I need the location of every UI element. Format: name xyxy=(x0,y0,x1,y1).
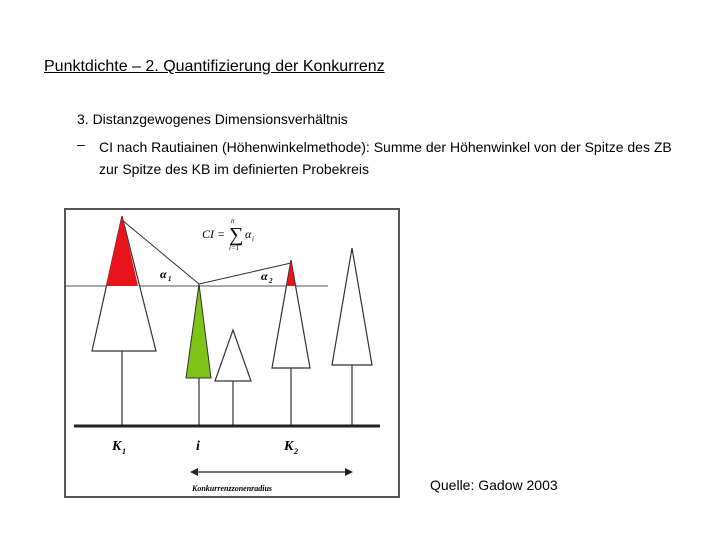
alpha1-sub: 1 xyxy=(168,275,172,283)
formula-sigma: ∑ xyxy=(229,224,244,246)
alpha2-sub: 2 xyxy=(269,277,273,285)
target-label: i xyxy=(196,439,200,454)
formula-lower: i=1 xyxy=(229,244,240,252)
k2-sub: 2 xyxy=(294,447,298,456)
formula-upper: n xyxy=(231,217,235,225)
section-heading: 3. Distanzgewogenes Dimensionsverhältnis xyxy=(77,111,348,127)
slide-title: Punktdichte – 2. Quantifizierung der Konkurrenz xyxy=(44,58,385,75)
formula-term: α xyxy=(245,227,252,241)
k2-label: K xyxy=(284,439,294,454)
source-citation: Quelle: Gadow 2003 xyxy=(430,477,558,493)
competition-index-figure xyxy=(64,208,400,498)
radius-label: Konkurrenzzonenradius xyxy=(192,484,273,493)
k1-sub: 1 xyxy=(122,447,126,456)
bullet-marker: – xyxy=(77,136,85,152)
formula-term-sub: i xyxy=(252,235,254,243)
figure-svg xyxy=(64,208,400,498)
alpha2-label: α xyxy=(261,269,268,283)
alpha1-label: α xyxy=(160,267,167,281)
bullet-text: CI nach Rautiainen (Höhenwinkelmethode): Summe der Höhenwinkel von der Spitze des ZB zur Spitze des KB im definierten Probekreis xyxy=(99,139,672,177)
k1-label: K xyxy=(112,439,122,454)
formula-lhs: CI = xyxy=(202,227,226,241)
